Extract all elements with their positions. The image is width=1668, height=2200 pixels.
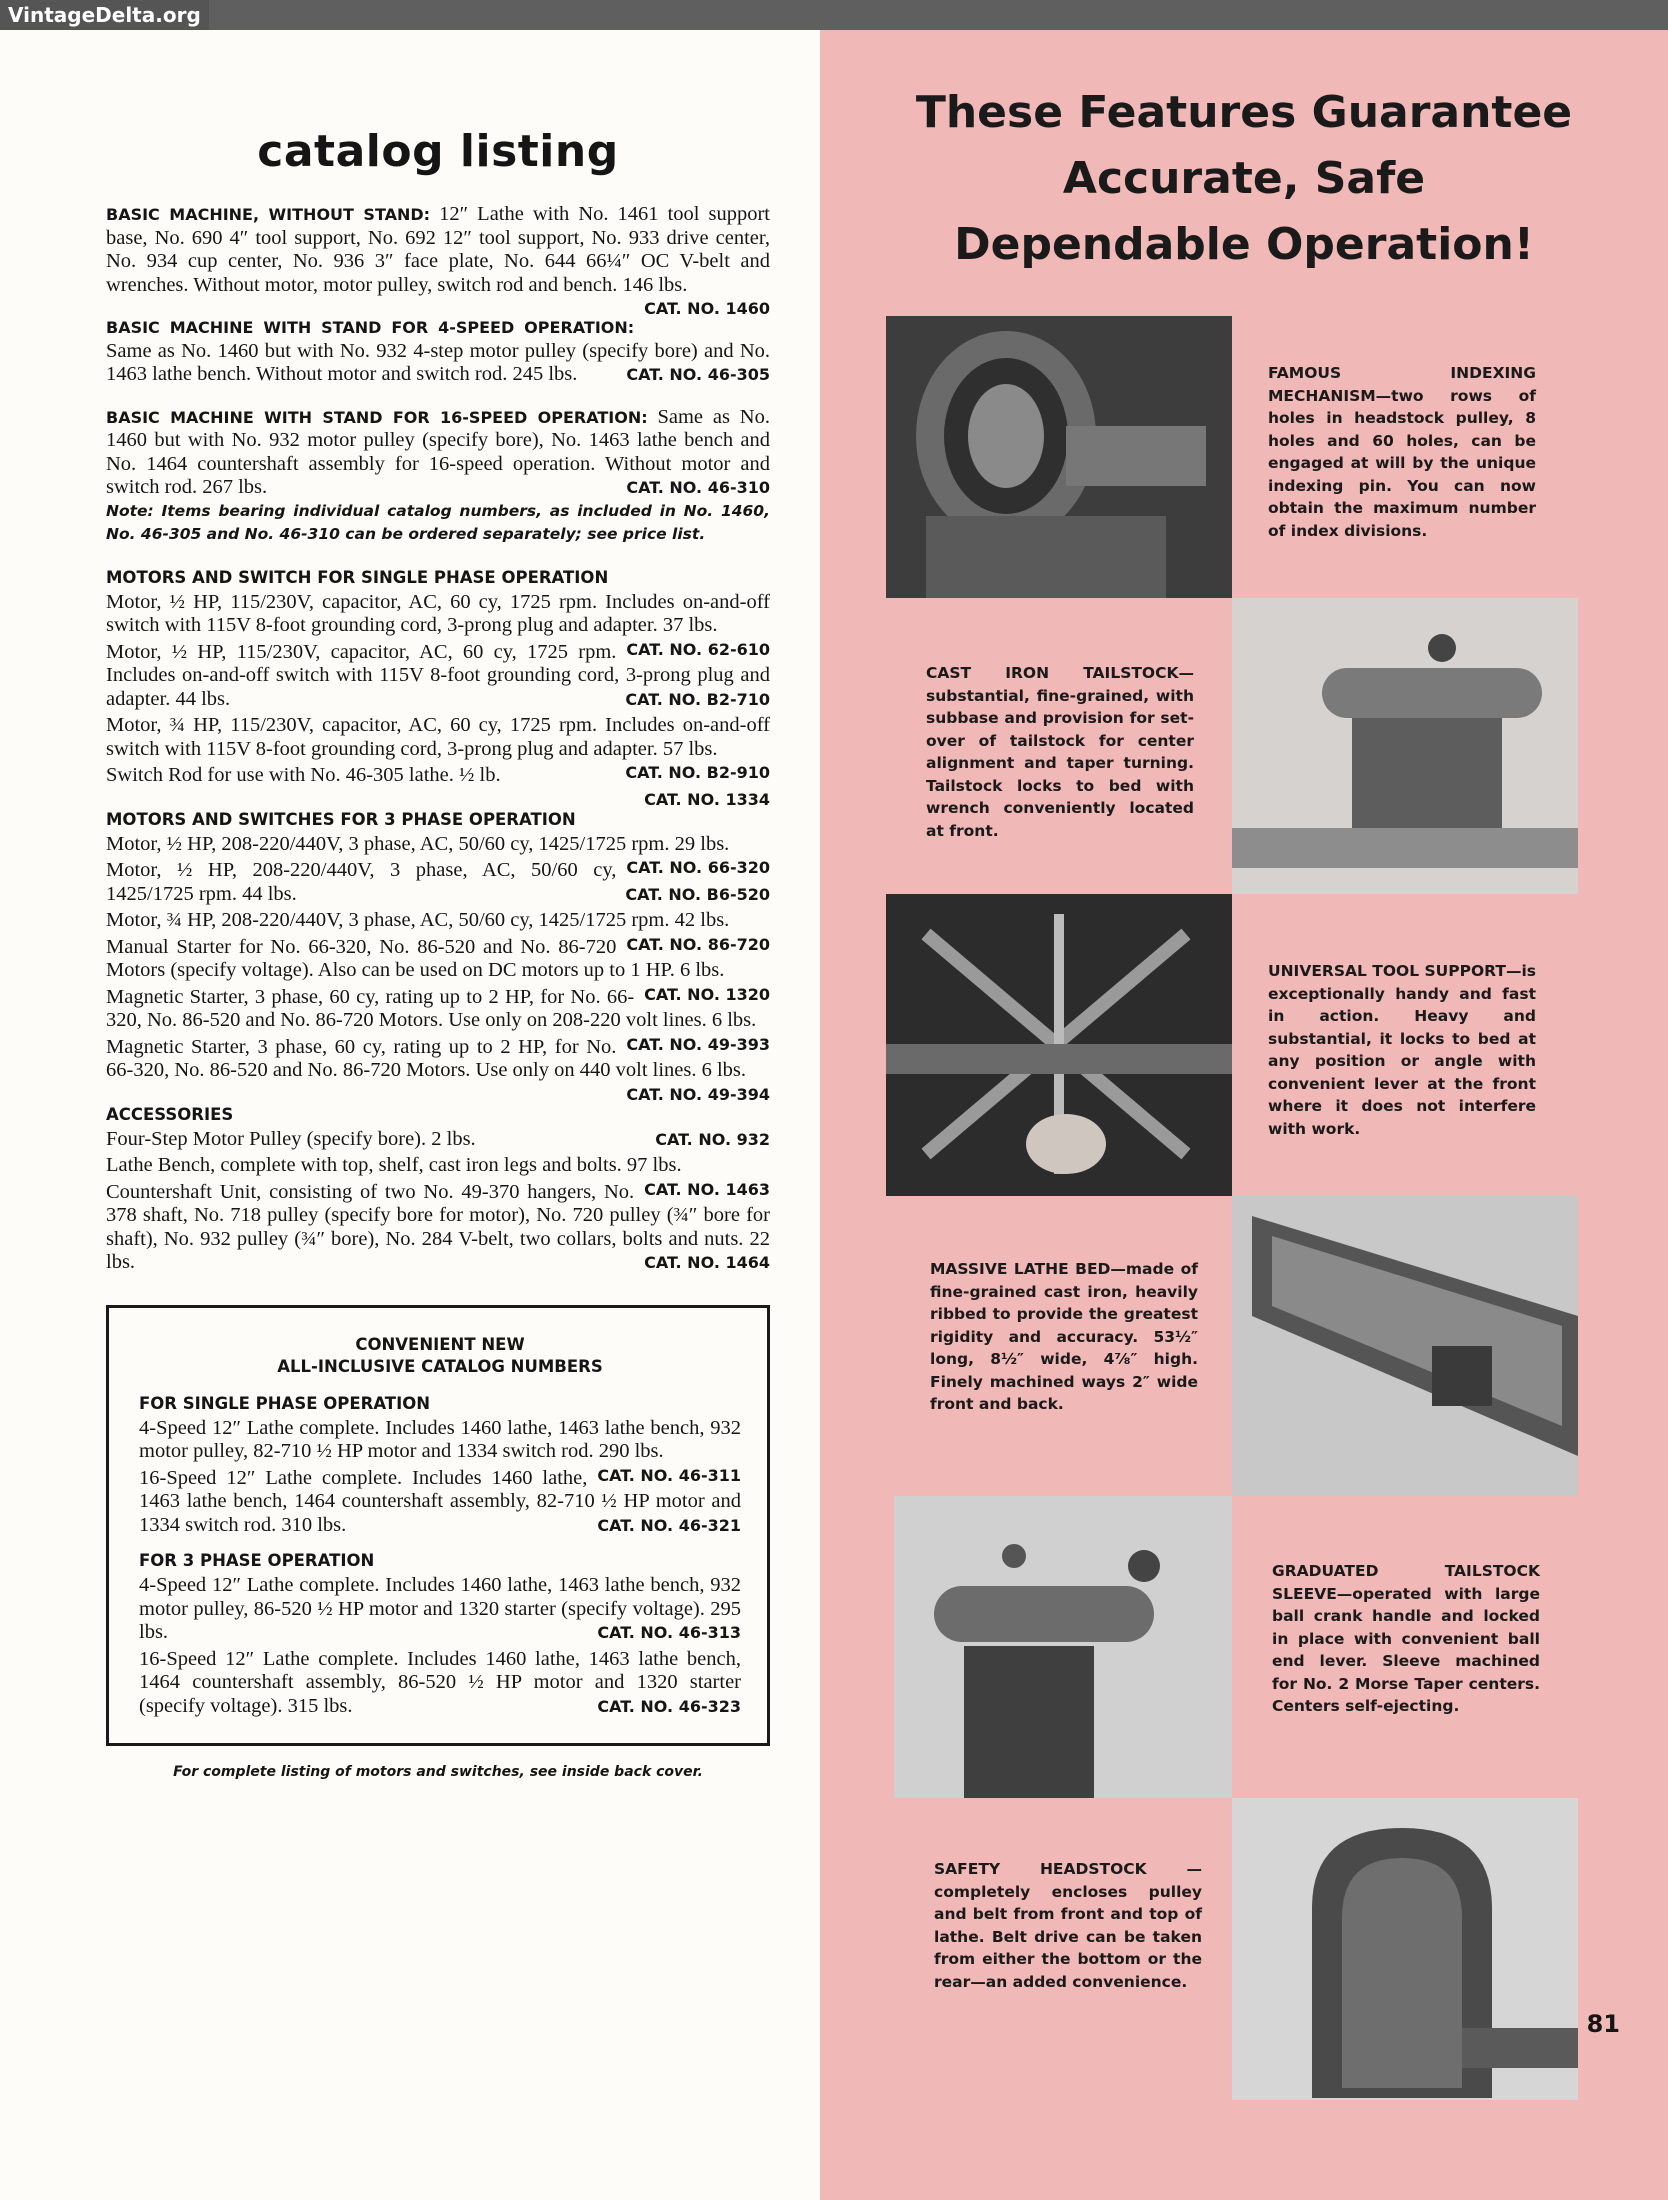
item-text: 4-Speed 12″ Lathe complete. Includes 1460 lathe, 1463 lathe bench, 932 motor pulley, 82-710 ½ HP motor and 1334 switch rod. 290 lbs. xyxy=(139,1416,741,1462)
item-text: Switch Rod for use with No. 46-305 lathe. ½ lb. xyxy=(106,764,501,786)
catalog-number: CAT. NO. 1320 xyxy=(644,984,770,1004)
item-text: Motor, ½ HP, 115/230V, capacitor, AC, 60 cy, 1725 rpm. Includes on-and-off switch with 115V 8-foot grounding cord, 3-prong plug and adapter. 44 lbs. xyxy=(106,640,770,710)
catalog-number: CAT. NO. 46-310 xyxy=(626,478,770,497)
catalog-number: CAT. NO. 1460 xyxy=(644,299,770,318)
list-item xyxy=(106,832,770,877)
lathe-bed-photo xyxy=(1232,1196,1578,1496)
catalog-number: CAT. NO. 66-320 xyxy=(626,858,770,877)
page-number: 81 xyxy=(1586,2010,1620,2038)
list-item xyxy=(139,1416,741,1485)
catalog-number: CAT. NO. 932 xyxy=(655,1129,770,1149)
item-text: Countershaft Unit, consisting of two No. 49-370 hangers, No. 378 shaft, No. 718 pulley (specify bore for motor), No. 720 pulley (¾″ bore for shaft), No. 932 pulley (¾″ bore), No. 284 V-belt, two collars, bolts and nuts. 22 lbs. xyxy=(106,1180,770,1273)
basic-machine-entry xyxy=(106,406,770,500)
list-item xyxy=(106,1128,770,1152)
catalog-number: CAT. NO. B2-710 xyxy=(625,689,770,709)
box-heading: ALL-INCLUSIVE CATALOG NUMBERS xyxy=(277,1356,603,1376)
feature-caption: SAFETY HEADSTOCK — completely encloses pulley and belt from front and top of lathe. Belt drive can be taken from either the bottom or the rear—an added convenience. xyxy=(934,1860,1202,1991)
entry-lead: BASIC MACHINE WITH STAND FOR 4-SPEED OPERATION: xyxy=(106,318,635,337)
catalog-number: CAT. NO. 46-313 xyxy=(597,1623,741,1642)
item-text: Four-Step Motor Pulley (specify bore). 2 lbs. xyxy=(106,1127,476,1150)
feature-caption: FAMOUS INDEXING MECHANISM—two rows of holes in headstock pulley, 8 holes and 60 holes, can be engaged at will by the unique indexing pin. You can now obtain the maximum number of index divisions. xyxy=(1268,364,1536,540)
feature-caption: UNIVERSAL TOOL SUPPORT—is exceptionally handy and fast in action. Heavy and substantial, it locks to bed at any position or angle with convenient lever at the front where it does not interfere with work. xyxy=(1268,962,1536,1138)
list-item xyxy=(139,1648,741,1719)
tool-support-photo xyxy=(886,894,1232,1196)
item-text: Motor, ½ HP, 208-220/440V, 3 phase, AC, 50/60 cy, 1425/1725 rpm. 29 lbs. xyxy=(106,832,730,855)
section-heading: MOTORS AND SWITCHES FOR 3 PHASE OPERATION xyxy=(106,809,576,829)
footnote: For complete listing of motors and switches, see inside back cover. xyxy=(173,1764,703,1780)
catalog-number: CAT. NO. 46-321 xyxy=(597,1515,741,1535)
item-text: Magnetic Starter, 3 phase, 60 cy, rating up to 2 HP, for No. 66-320, No. 86-520 and No. 86-720 Motors. Use only on 440 volt lines. 6 lbs. xyxy=(106,1035,747,1081)
feature-caption: MASSIVE LATHE BED—made of fine-grained cast iron, heavily ribbed to provide the greatest rigidity and accuracy. 53½″ long, 8½″ wide, 4⅞″ high. Finely machined ways 2″ wide front and back. xyxy=(930,1260,1198,1413)
item-text: Motor, ¾ HP, 115/230V, capacitor, AC, 60 cy, 1725 rpm. Includes on-and-off switch with 115V 8-foot grounding cord, 3-prong plug and adapter. 57 lbs. xyxy=(106,714,770,760)
catalog-number: CAT. NO. 49-394 xyxy=(626,1084,770,1104)
box-section-heading: FOR 3 PHASE OPERATION xyxy=(139,1551,375,1570)
catalog-listing-column xyxy=(106,30,770,1780)
section-heading: ACCESSORIES xyxy=(106,1104,234,1124)
item-text: Manual Starter for No. 66-320, No. 86-520 and No. 86-720 Motors (specify voltage). Also can be used on DC motors up to 1 HP. 6 lbs. xyxy=(106,935,725,981)
box-heading: CONVENIENT NEW xyxy=(355,1334,525,1354)
item-text: 16-Speed 12″ Lathe complete. Includes 1460 lathe, 1463 lathe bench, 1464 countershaft assembly, 86-520 ½ HP motor and 1320 starter (specify voltage). 315 lbs. xyxy=(139,1647,741,1717)
site-label[interactable]: VintageDelta.org xyxy=(0,0,209,30)
item-text: 16-Speed 12″ Lathe complete. Includes 1460 lathe, 1463 lathe bench, 1464 countershaft assembly, 82-710 ½ HP motor and 1334 switch rod. 310 lbs. xyxy=(139,1466,741,1536)
entry-lead: BASIC MACHINE, WITHOUT STAND: xyxy=(106,205,431,224)
catalog-number: CAT. NO. 49-393 xyxy=(626,1034,770,1054)
tailstock-photo xyxy=(1232,598,1578,894)
catalog-number: CAT. NO. 1463 xyxy=(644,1179,770,1199)
list-item xyxy=(106,909,770,954)
page-title: catalog listing xyxy=(257,126,619,177)
basic-machine-entry xyxy=(106,316,770,387)
features-title-line: These Features Guarantee xyxy=(915,87,1573,138)
item-text: Lathe Bench, complete with top, shelf, cast iron legs and bolts. 97 lbs. xyxy=(106,1154,682,1176)
entry-lead: BASIC MACHINE WITH STAND FOR 16-SPEED OPERATION: xyxy=(106,407,648,427)
features-title xyxy=(820,80,1668,278)
item-text: Motor, ½ HP, 208-220/440V, 3 phase, AC, 50/60 cy, 1425/1725 rpm. 44 lbs. xyxy=(106,859,617,905)
catalog-number: CAT. NO. 46-311 xyxy=(597,1465,741,1485)
catalog-number: CAT. NO. 1334 xyxy=(644,789,770,809)
indexing-mechanism-photo xyxy=(886,316,1232,598)
catalog-number: CAT. NO. 1464 xyxy=(644,1253,770,1272)
tailstock-sleeve-photo xyxy=(894,1496,1232,1798)
entry-text: Same as No. 1460 but with No. 932 4-step motor pulley (specify bore) and No. 1463 lathe bench. Without motor and switch rod. 245 lbs. xyxy=(106,339,770,385)
section-heading: MOTORS AND SWITCH FOR SINGLE PHASE OPERATION xyxy=(106,567,609,587)
catalog-number: CAT. NO. B2-910 xyxy=(625,763,770,782)
top-bar xyxy=(0,0,1668,30)
features-title-line: Dependable Operation! xyxy=(954,219,1534,270)
feature-caption: GRADUATED TAILSTOCK SLEEVE—operated with large ball crank handle and locked in place with convenient ball end lever. Sleeve machined for No. 2 Morse Taper centers. Centers self-ejecting. xyxy=(1272,1562,1540,1715)
item-text: 4-Speed 12″ Lathe complete. Includes 1460 lathe, 1463 lathe bench, 932 motor pulley, 86-520 ½ HP motor and 1320 starter (specify voltage). 295 lbs. xyxy=(139,1574,741,1643)
catalog-number: CAT. NO. 62-610 xyxy=(626,639,770,659)
entry-text: 12″ Lathe with No. 1461 tool support base, No. 690 4″ tool support, No. 692 12″ tool support, No. 933 drive center, No. 934 cup center, No. 936 3″ face plate, No. 644 66¼″ OC V-belt and wrenches. Without motor, motor pulley, switch rod and bench. 146 lbs. xyxy=(106,203,770,296)
features-title-line: Accurate, Safe xyxy=(1062,153,1426,204)
item-text: Motor, ¾ HP, 208-220/440V, 3 phase, AC, 50/60 cy, 1425/1725 rpm. 42 lbs. xyxy=(106,909,730,931)
list-item xyxy=(139,1574,741,1645)
catalog-number: CAT. NO. B6-520 xyxy=(625,884,770,904)
catalog-number: CAT. NO. 86-720 xyxy=(626,934,770,954)
features-column xyxy=(820,30,1668,2200)
note: Note: Items bearing individual catalog numbers, as included in No. 1460, No. 46-305 and No. 46-310 can be ordered separately; see price list. xyxy=(106,501,770,543)
item-text: Magnetic Starter, 3 phase, 60 cy, rating up to 2 HP, for No. 66-320, No. 86-520 and No. 86-720 Motors. Use only on 208-220 volt lines. 6 lbs. xyxy=(106,985,757,1031)
all-inclusive-catalog-box xyxy=(106,1305,770,1747)
list-item xyxy=(106,1154,770,1199)
item-text: Motor, ½ HP, 115/230V, capacitor, AC, 60 cy, 1725 rpm. Includes on-and-off switch with 115V 8-foot grounding cord, 3-prong plug and adapter. 37 lbs. xyxy=(106,590,770,636)
list-item xyxy=(106,590,770,659)
headstock-photo xyxy=(1232,1798,1578,2100)
feature-caption: CAST IRON TAILSTOCK—substantial, fine-grained, with subbase and provision for set-over of tailstock for center alignment and taper turning. Tailstock locks to bed with wrench conveniently located at front. xyxy=(926,664,1194,840)
catalog-number: CAT. NO. 46-323 xyxy=(597,1696,741,1716)
entry-text: Same as No. 1460 but with No. 932 motor pulley (specify bore), No. 1463 lathe bench and No. 1464 countershaft assembly for 16-speed operation. Without motor and switch rod. 267 lbs. xyxy=(106,405,770,498)
basic-machine-entry xyxy=(106,203,770,318)
catalog-number: CAT. NO. 46-305 xyxy=(626,365,770,384)
box-section-heading: FOR SINGLE PHASE OPERATION xyxy=(139,1393,431,1413)
